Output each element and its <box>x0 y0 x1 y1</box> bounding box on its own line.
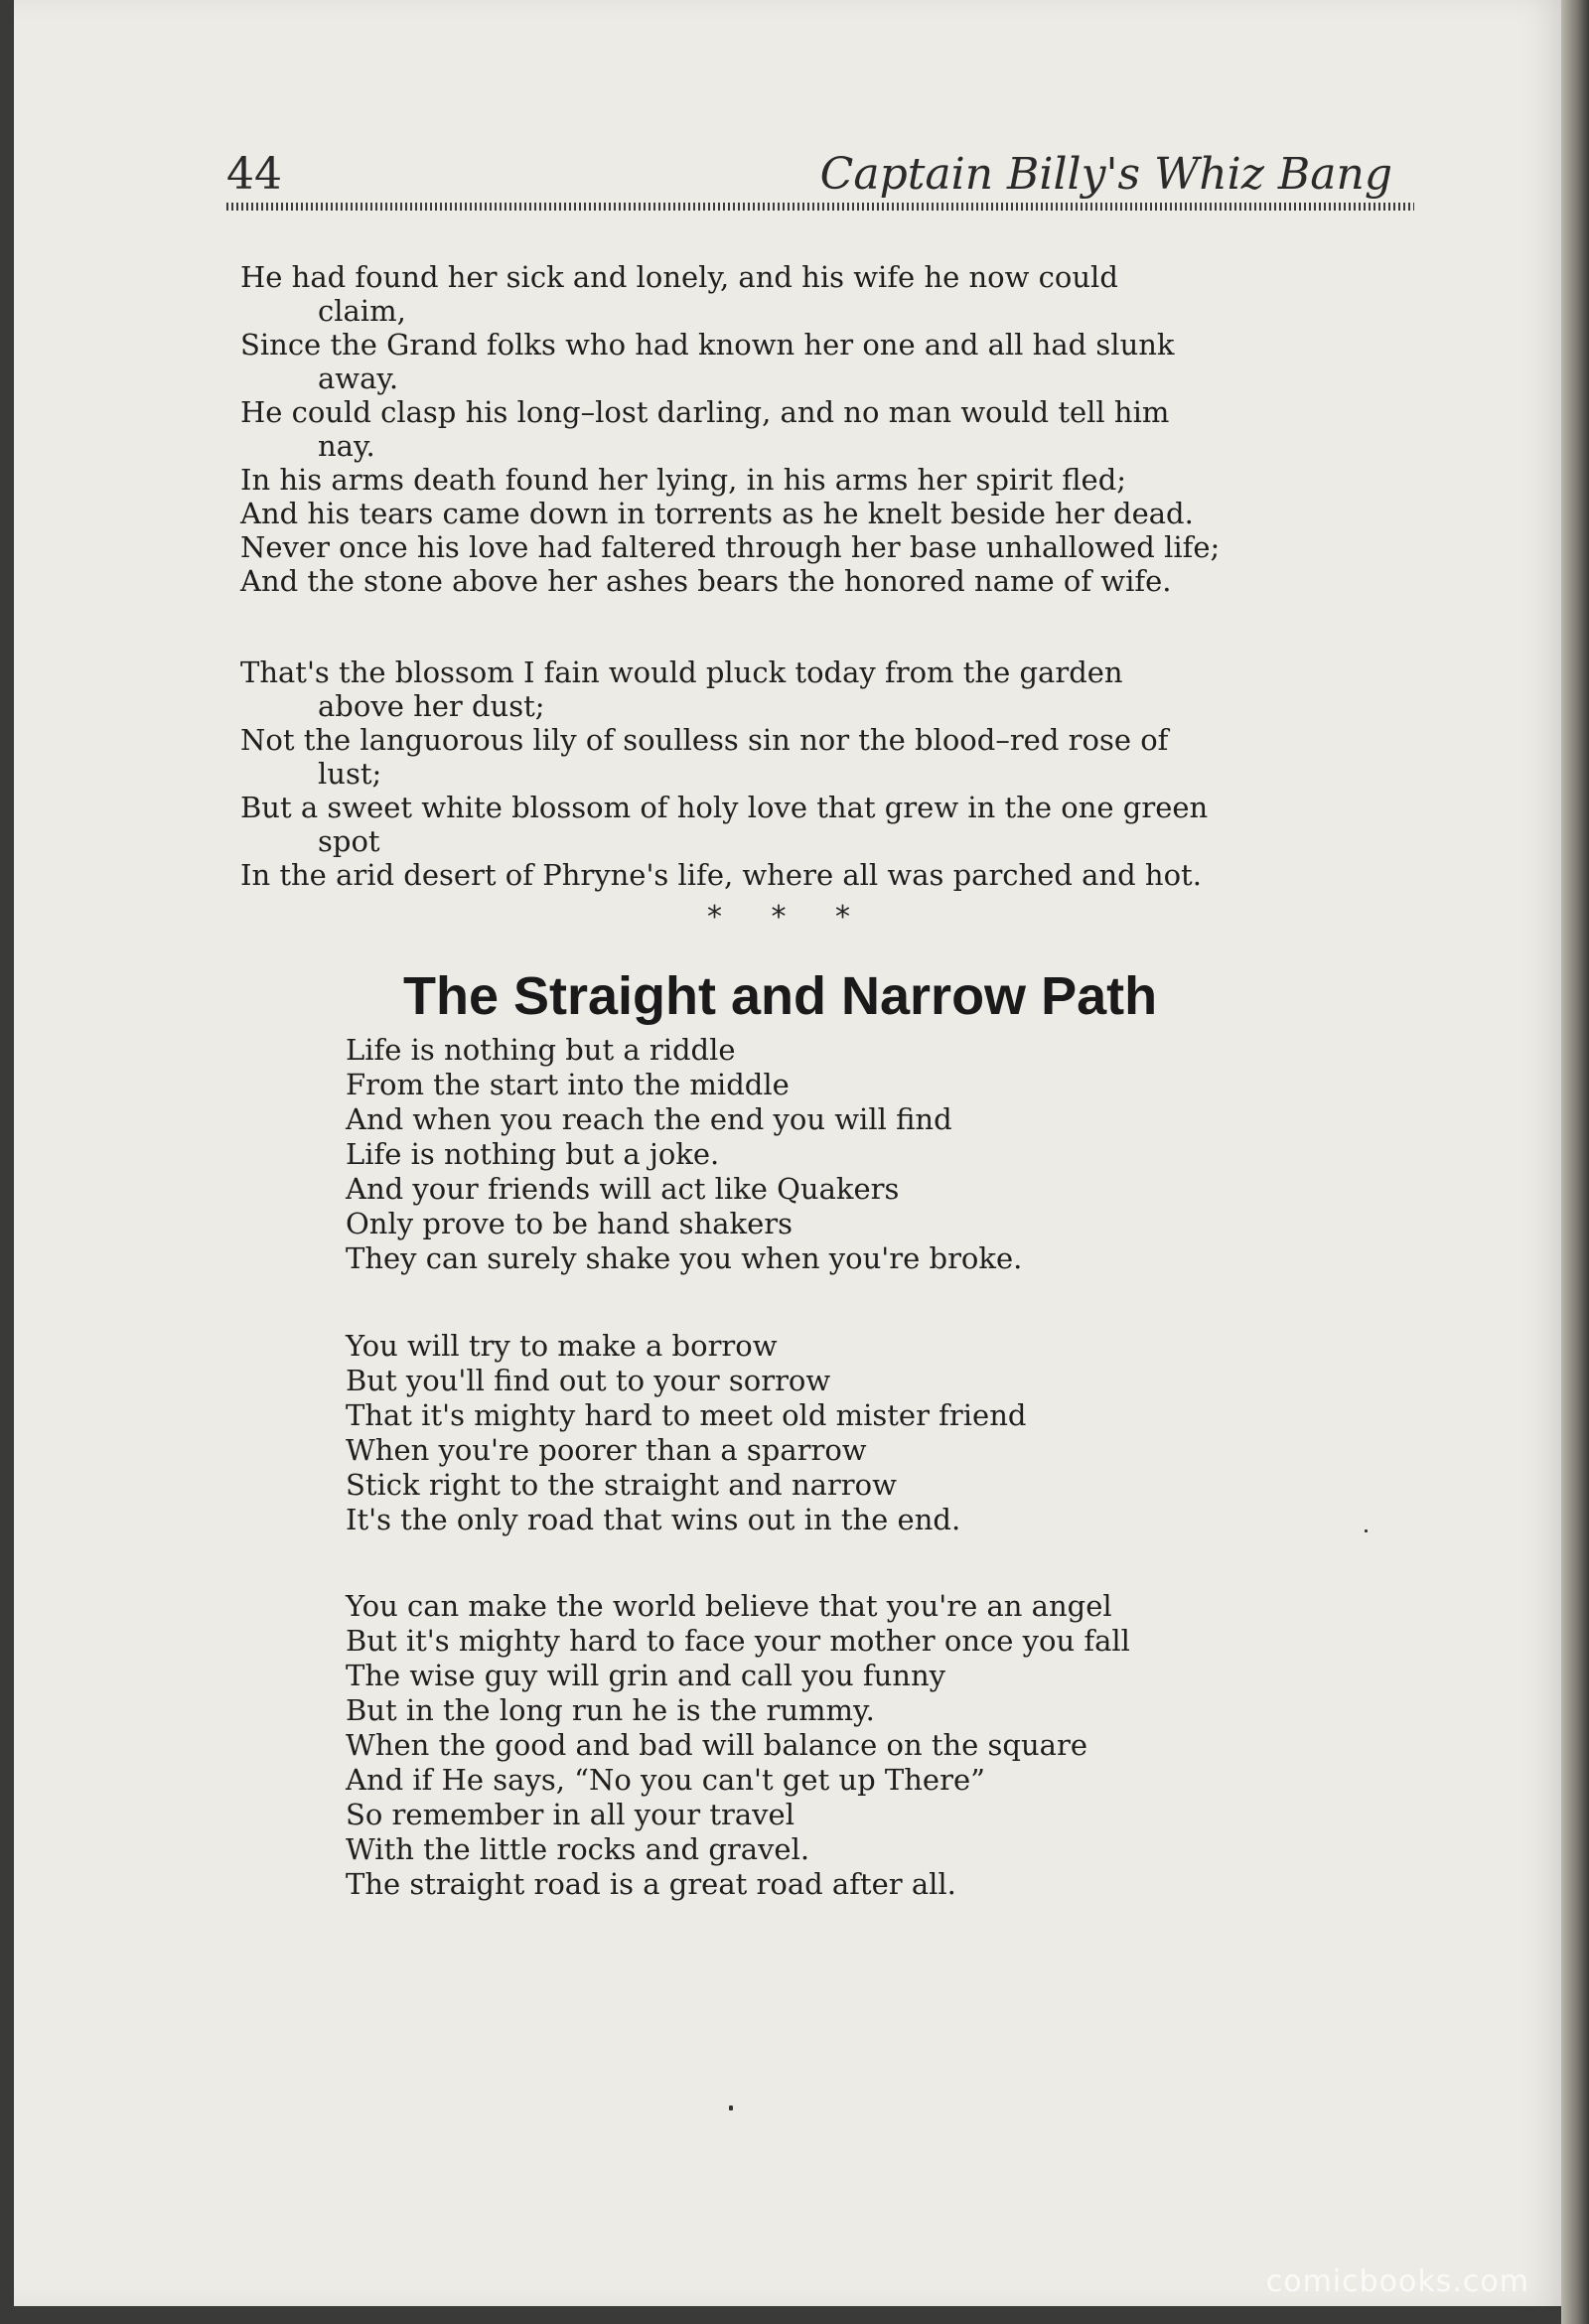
poem-line: But in the long run he is the rummy. <box>346 1693 875 1727</box>
poem-line: And if He says, “No you can't get up There” <box>346 1763 985 1797</box>
poem-line: But it's mighty hard to face your mother once you fall <box>346 1624 1130 1658</box>
poem-line: When you're poorer than a sparrow <box>346 1433 867 1467</box>
page-edge-shadow <box>1561 0 1589 2324</box>
verse-stanza-b <box>240 655 1412 892</box>
verse-line: But a sweet white blossom of holy love that grew in the one green <box>240 791 1209 824</box>
verse-line-continuation: above her dust; <box>318 689 545 723</box>
verse-line-continuation: spot <box>318 824 380 858</box>
verse-line: Not the languorous lily of soulless sin nor the blood–red rose of <box>240 723 1169 757</box>
poem-line: Life is nothing but a riddle <box>346 1033 736 1067</box>
poem-line: So remember in all your travel <box>346 1798 794 1831</box>
poem-line: They can surely shake you when you're broke. <box>346 1241 1023 1275</box>
poem-line: From the start into the middle <box>346 1068 790 1101</box>
poem-title: The Straight and Narrow Path <box>403 966 1158 1026</box>
paper-speck <box>729 2106 733 2110</box>
verse-line: That's the blossom I fain would pluck today from the garden <box>240 655 1123 689</box>
poem-line: With the little rocks and gravel. <box>346 1832 810 1866</box>
verse-line: Since the Grand folks who had known her one and all had slunk <box>240 328 1175 362</box>
poem-line: The straight road is a great road after all. <box>346 1867 956 1901</box>
verse-line-continuation: lust; <box>318 757 382 791</box>
verse-line: He had found her sick and lonely, and his wife he now could <box>240 260 1118 294</box>
poem-line: But you'll find out to your sorrow <box>346 1364 831 1397</box>
section-separator: * * * <box>706 900 851 935</box>
poem-line: And your friends will act like Quakers <box>346 1172 900 1206</box>
verse-line: In the arid desert of Phryne's life, where all was parched and hot. <box>240 858 1202 892</box>
poem-line: You will try to make a borrow <box>346 1329 778 1363</box>
verse-line: Never once his love had faltered through her base unhallowed life; <box>240 530 1221 564</box>
poem-stanza-1 <box>346 1033 1022 1276</box>
poem-line: Stick right to the straight and narrow <box>346 1468 897 1502</box>
poem-line: It's the only road that wins out in the end. <box>346 1503 961 1536</box>
poem-stanza-3 <box>346 1589 1130 1902</box>
verse-line-continuation: nay. <box>318 429 375 463</box>
verse-line: In his arms death found her lying, in his arms her spirit fled; <box>240 463 1127 497</box>
verse-line-continuation: away. <box>318 362 399 395</box>
verse-line: And the stone above her ashes bears the honored name of wife. <box>240 564 1172 598</box>
verse-stanza-a <box>240 260 1412 598</box>
watermark: comicbooks.com <box>1265 2264 1529 2299</box>
running-title: Captain Billy's Whiz Bang <box>819 149 1392 200</box>
poem-stanza-2 <box>346 1329 1026 1537</box>
poem-line: Only prove to be hand shakers <box>346 1207 794 1240</box>
poem-line: The wise guy will grin and call you funny <box>346 1659 946 1692</box>
page-number: 44 <box>226 149 282 200</box>
header-rule <box>226 203 1414 211</box>
poem-line: When the good and bad will balance on the square <box>346 1728 1087 1762</box>
poem-line: And when you reach the end you will find <box>346 1102 952 1136</box>
verse-line: And his tears came down in torrents as he knelt beside her dead. <box>240 497 1194 530</box>
poem-line: That it's mighty hard to meet old mister friend <box>346 1398 1027 1432</box>
verse-line: He could clasp his long–lost darling, and no man would tell him <box>240 395 1170 429</box>
poem-line: You can make the world believe that you're an angel <box>346 1589 1112 1623</box>
paper-speck <box>1365 1529 1368 1532</box>
poem-line: Life is nothing but a joke. <box>346 1137 720 1171</box>
magazine-page <box>14 0 1571 2306</box>
verse-line-continuation: claim, <box>318 294 406 328</box>
